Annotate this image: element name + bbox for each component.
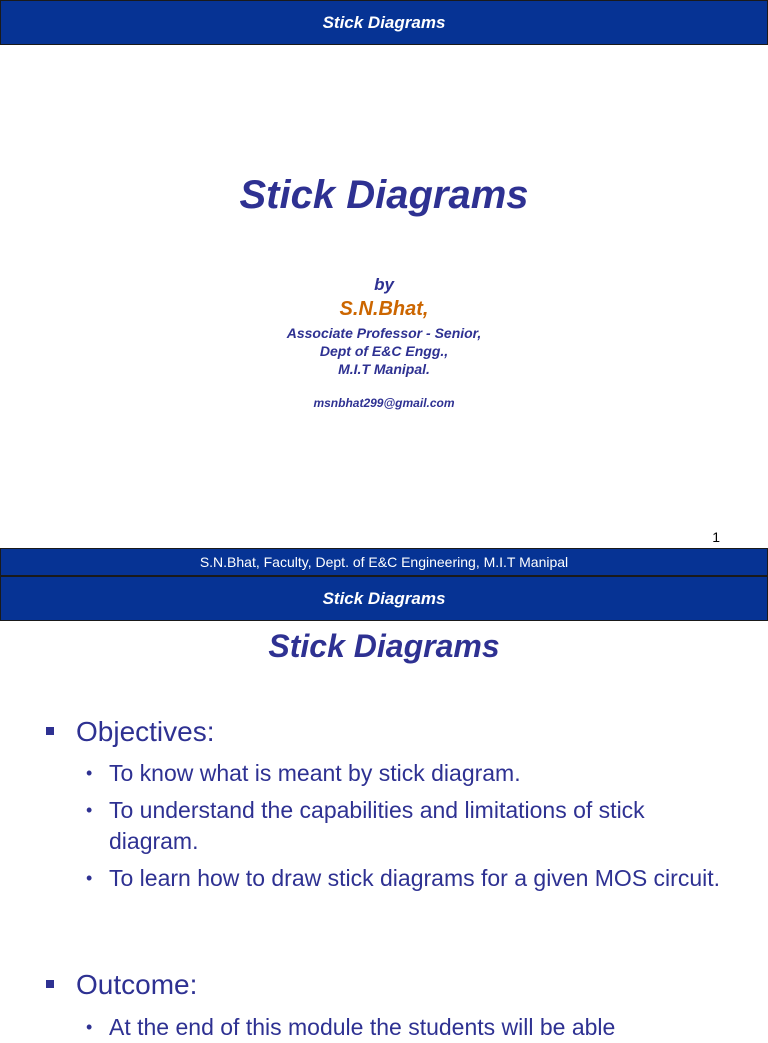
list-item	[86, 863, 736, 894]
square-bullet-icon	[46, 980, 54, 988]
list-item	[86, 758, 736, 789]
slide-header: Stick Diagrams	[0, 0, 768, 45]
author-affiliation-line: Associate Professor - Senior,	[286, 325, 482, 341]
section-outcome	[46, 969, 738, 1005]
slide-title: Stick Diagrams	[239, 173, 529, 217]
slide-header: Stick Diagrams	[0, 576, 768, 621]
author-affiliation-line: M.I.T Manipal.	[338, 361, 430, 377]
list-item	[86, 1012, 736, 1043]
list-item-text: To learn how to draw stick diagrams for a given MOS circuit.	[109, 865, 721, 891]
bullet-dot-icon: •	[86, 868, 93, 888]
author-name: S.N.Bhat,	[339, 298, 429, 320]
list-item-text: To know what is meant by stick diagram.	[109, 760, 521, 786]
list-item	[86, 795, 736, 857]
page-number: 1	[712, 529, 720, 545]
section-heading: Objectives:	[76, 716, 215, 747]
section-heading: Outcome:	[76, 969, 198, 1000]
bullet-dot-icon: •	[86, 1017, 93, 1037]
slide-2	[0, 576, 768, 1040]
slide-title: Stick Diagrams	[268, 628, 500, 664]
bullet-dot-icon: •	[86, 763, 93, 783]
section-objectives	[46, 716, 738, 752]
author-email: msnbhat299@gmail.com	[313, 396, 455, 410]
slide-footer: S.N.Bhat, Faculty, Dept. of E&C Engineering, M.I.T Manipal	[0, 548, 768, 576]
list-item-text: To understand the capabilities and limitations of stick diagram.	[109, 797, 645, 854]
bullet-dot-icon: •	[86, 800, 93, 820]
square-bullet-icon	[46, 727, 54, 735]
by-label: by	[374, 275, 394, 294]
author-affiliation-line: Dept of E&C Engg.,	[319, 343, 449, 359]
list-item-text: At the end of this module the students will be able	[109, 1014, 616, 1040]
